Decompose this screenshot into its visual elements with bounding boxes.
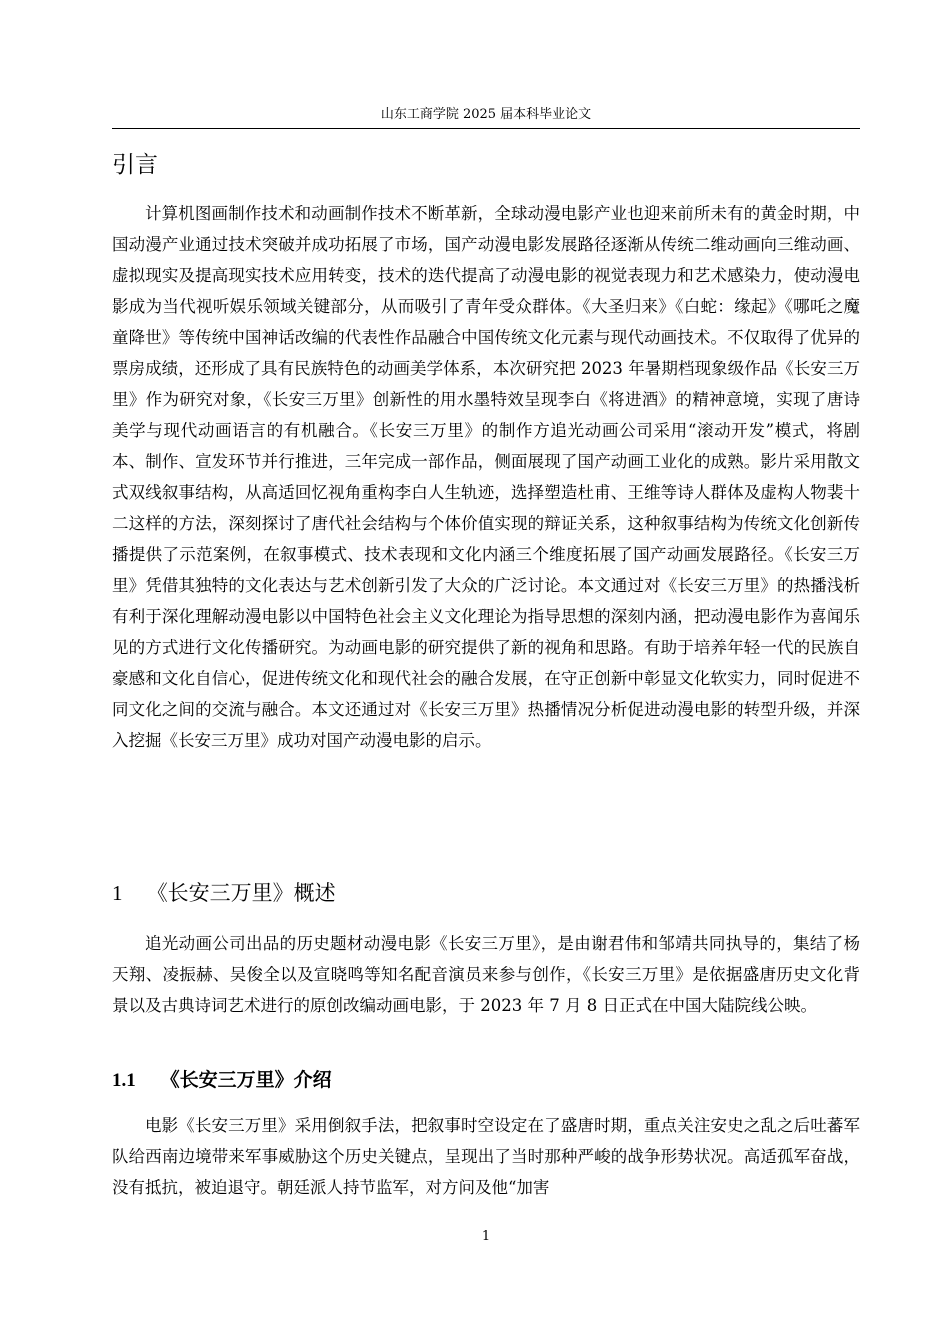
section-1-1-heading (112, 1066, 332, 1095)
section-1-1-title: 《长安三万里》介绍 (160, 1069, 332, 1091)
section-1-heading (112, 878, 336, 908)
header-rule (112, 128, 860, 129)
running-header: 山东工商学院 2025 届本科毕业论文 (380, 107, 592, 122)
page-number: 1 (481, 1229, 491, 1244)
section-1-paragraph: 追光动画公司出品的历史题材动漫电影《长安三万里》，是由谢君伟和邹靖共同执导的，集结了杨天翔、凌振赫、吴俊全以及宣晓鸣等知名配音演员来参与创作，《长安三万里》是依据盛唐历史文化背景以及古典诗词艺术进行的原创改编动画电影，于 2023 年 7 月 8 日正式在中国大陆院线公映。 (112, 934, 860, 1015)
section-1-title: 《长安三万里》概述 (146, 881, 336, 905)
section-1-1-paragraph: 电影《长安三万里》采用倒叙手法，把叙事时空设定在了盛唐时期，重点关注安史之乱之后吐蕃军队给西南边境带来军事威胁这个历史关键点，呈现出了当时那种严峻的战争形势状况。高适孤军奋战，没有抵抗，被迫退守。朝廷派人持节监军，对方问及他“加害 (112, 1116, 860, 1197)
section-1-1-number: 1.1 (112, 1070, 136, 1091)
section-1-number: 1 (112, 881, 123, 905)
intro-heading: 引言 (112, 152, 158, 178)
intro-paragraph: 计算机图画制作技术和动画制作技术不断革新，全球动漫电影产业也迎来前所未有的黄金时期，中国动漫产业通过技术突破并成功拓展了市场，国产动漫电影发展路径逐渐从传统二维动画向三维动画、虚拟现实及提高现实技术应用转变，技术的迭代提高了动漫电影的视觉表现力和艺术感染力，使动漫电影成为当代视听娱乐领域关键部分，从而吸引了青年受众群体。《大圣归来》《白蛇：缘起》《哪吒之魔童降世》等传统中国神话改编的代表性作品融合中国传统文化元素与现代动画技术。不仅取得了优异的票房成绩，还形成了具有民族特色的动画美学体系，本次研究把 2023 年暑期档现象级作品《长安三万里》作为研究对象，《长安三万里》创新性的用水墨特效呈现李白《将进酒》的精神意境，实现了唐诗美学与现代动画语言的有机融合。《长安三万里》的制作方追光动画公司采用“滚动开发”模式，将剧本、制作、宣发环节并行推进，三年完成一部作品，侧面展现了国产动画工业化的成熟。影片采用散文式双线叙事结构，从高适回忆视角重构李白人生轨迹，选择塑造杜甫、王维等诗人群体及虚构人物裴十二这样的方法，深刻探讨了唐代社会结构与个体价值实现的辩证关系，这种叙事结构为传统文化创新传播提供了示范案例，在叙事模式、技术表现和文化内涵三个维度拓展了国产动画发展路径。《长安三万里》凭借其独特的文化表达与艺术创新引发了大众的广泛讨论。本文通过对《长安三万里》的热播浅析有利于深化理解动漫电影以中国特色社会主义文化理论为指导思想的深刻内涵，把动漫电影作为喜闻乐见的方式进行文化传播研究。为动画电影的研究提供了新的视角和思路。有助于培养年轻一代的民族自豪感和文化自信心，促进传统文化和现代社会的融合发展，在守正创新中彰显文化软实力，同时促进不同文化之间的交流与融合。本文还通过对《长安三万里》热播情况分析促进动漫电影的转型升级，并深入挖掘《长安三万里》成功对国产动漫电影的启示。 (112, 204, 860, 750)
